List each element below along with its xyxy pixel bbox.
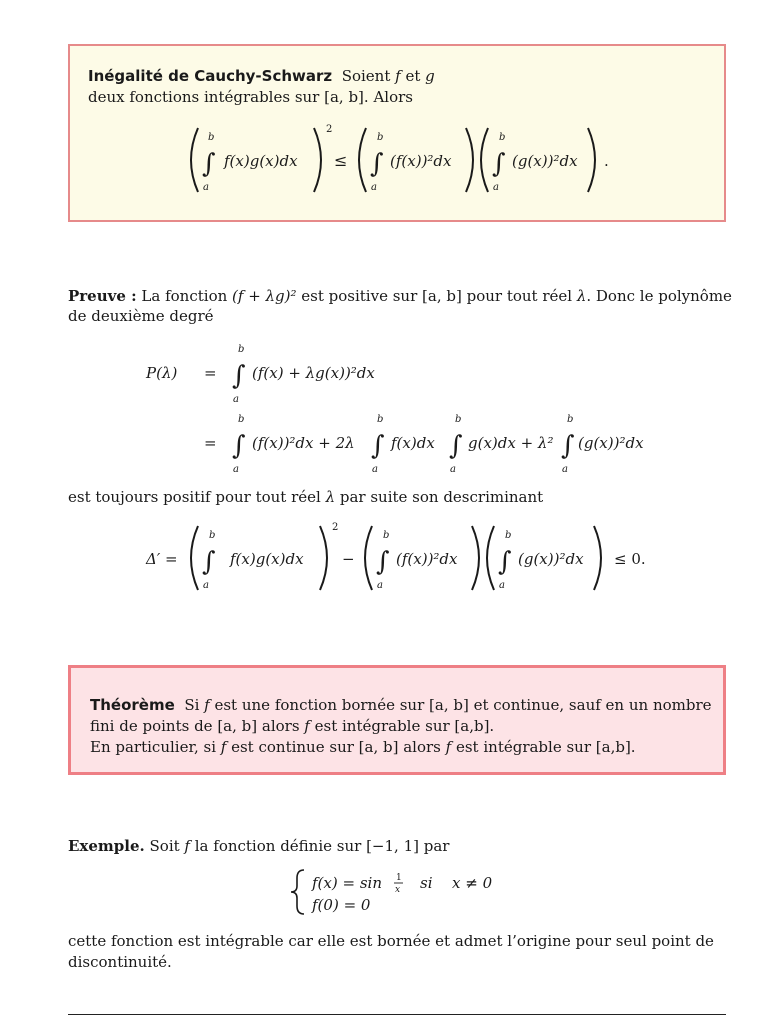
svg-text:b: b — [505, 530, 512, 541]
proof-label: Preuve : — [68, 287, 137, 305]
svg-text:a: a — [493, 182, 499, 193]
svg-text:si: si — [420, 874, 433, 892]
svg-text:b: b — [377, 414, 384, 425]
svg-text:a: a — [371, 182, 377, 193]
svg-text:(g(x))²dx: (g(x))²dx — [518, 550, 584, 568]
svg-text:1: 1 — [396, 873, 402, 883]
discriminant-equation — [146, 522, 656, 594]
svg-text:b: b — [499, 132, 506, 143]
svg-text:a: a — [377, 580, 383, 591]
svg-text:a: a — [450, 464, 456, 475]
svg-text:a: a — [372, 464, 378, 475]
integral-sign: ∫ — [202, 149, 216, 179]
svg-text:≤: ≤ — [334, 151, 348, 170]
svg-text:(g(x))²dx: (g(x))²dx — [578, 434, 644, 452]
svg-text:(f(x))²dx: (f(x))²dx — [390, 152, 452, 170]
example-line3: discontinuité. — [68, 953, 172, 971]
svg-text:=: = — [204, 364, 217, 382]
integral-sign: ∫ — [370, 149, 384, 179]
svg-text:b: b — [238, 344, 245, 355]
proof-line2: de deuxième degré — [68, 307, 214, 325]
svg-text:f(x)g(x)dx: f(x)g(x)dx — [224, 152, 298, 170]
svg-text:=: = — [204, 434, 217, 452]
upper-limit: b — [208, 132, 215, 143]
svg-text:a: a — [562, 464, 568, 475]
integral-sign: ∫ — [449, 431, 463, 461]
svg-text:(f(x))²dx: (f(x))²dx — [396, 550, 458, 568]
svg-text:f(x) = sin: f(x) = sin — [312, 874, 382, 892]
svg-text:b: b — [567, 414, 574, 425]
theorem-title: Théorème — [90, 696, 175, 714]
cauchy-schwarz-equation — [186, 124, 626, 196]
svg-text:f(0) = 0: f(0) = 0 — [312, 896, 371, 914]
svg-text:a: a — [233, 464, 239, 475]
svg-text:x ≠ 0: x ≠ 0 — [452, 874, 493, 892]
cauchy-schwarz-statement-line1: Inégalité de Cauchy-Schwarz Soient f et g — [88, 67, 435, 85]
example-label: Exemple. — [68, 837, 145, 855]
integral-sign: ∫ — [561, 431, 575, 461]
svg-text:2: 2 — [332, 522, 339, 533]
svg-text:b: b — [209, 530, 216, 541]
svg-text:x: x — [395, 885, 401, 895]
theorem-line2: fini de points de [a, b] alors f est intégrable sur [a,b]. — [90, 717, 495, 735]
svg-text:(f(x) + λg(x))²dx: (f(x) + λg(x))²dx — [252, 364, 375, 382]
svg-text:b: b — [238, 414, 245, 425]
integral-sign: ∫ — [232, 431, 246, 461]
theorem-line3: En particulier, si f est continue sur [a, b] alors f est intégrable sur [a,b]. — [90, 738, 636, 756]
svg-text:a: a — [233, 394, 239, 405]
svg-text:.: . — [604, 152, 609, 170]
integral-sign: ∫ — [492, 149, 506, 179]
svg-text:P(λ): P(λ) — [146, 364, 178, 382]
integral-sign: ∫ — [376, 547, 390, 577]
svg-text:(g(x))²dx: (g(x))²dx — [512, 152, 578, 170]
svg-text:b: b — [377, 132, 384, 143]
svg-text:Δ′ =: Δ′ = — [146, 550, 178, 568]
svg-text:a: a — [499, 580, 505, 591]
integral-sign: ∫ — [498, 547, 512, 577]
svg-text:b: b — [383, 530, 390, 541]
lower-limit: a — [203, 182, 209, 193]
svg-text:−: − — [342, 550, 355, 568]
integral-sign: ∫ — [371, 431, 385, 461]
theorem-line1: Théorème Si f est une fonction bornée sur [a, b] et continue, sauf en un nombre — [90, 696, 712, 714]
polynomial-equation-line2 — [146, 410, 656, 474]
proof-line3: est toujours positif pour tout réel λ par suite son descriminant — [68, 488, 544, 506]
polynomial-equation-line1 — [146, 340, 406, 404]
integral-sign: ∫ — [232, 361, 246, 391]
example-line2: cette fonction est intégrable car elle est bornée et admet l’origine pour seul point de — [68, 932, 714, 950]
piecewise-definition — [290, 868, 510, 916]
svg-text:(f(x))²dx + 2λ: (f(x))²dx + 2λ — [252, 434, 355, 452]
square-exponent: 2 — [326, 124, 333, 135]
svg-text:g(x)dx + λ²: g(x)dx + λ² — [468, 434, 554, 452]
svg-text:f(x)g(x)dx: f(x)g(x)dx — [230, 550, 304, 568]
cauchy-schwarz-statement-line2: deux fonctions intégrables sur [a, b]. Alors — [88, 88, 413, 106]
svg-text:a: a — [203, 580, 209, 591]
svg-text:f(x)dx: f(x)dx — [391, 434, 435, 452]
cauchy-schwarz-title: Inégalité de Cauchy-Schwarz — [88, 67, 333, 85]
proof-line1: Preuve : La fonction (f + λg)² est positive sur [a, b] pour tout réel λ. Donc le polynôme — [68, 287, 732, 305]
svg-text:≤ 0.: ≤ 0. — [614, 550, 646, 568]
integral-sign: ∫ — [202, 547, 216, 577]
bottom-rule — [68, 1014, 726, 1015]
example-line1: Exemple. Soit f la fonction définie sur [−1, 1] par — [68, 837, 450, 855]
svg-text:b: b — [455, 414, 462, 425]
